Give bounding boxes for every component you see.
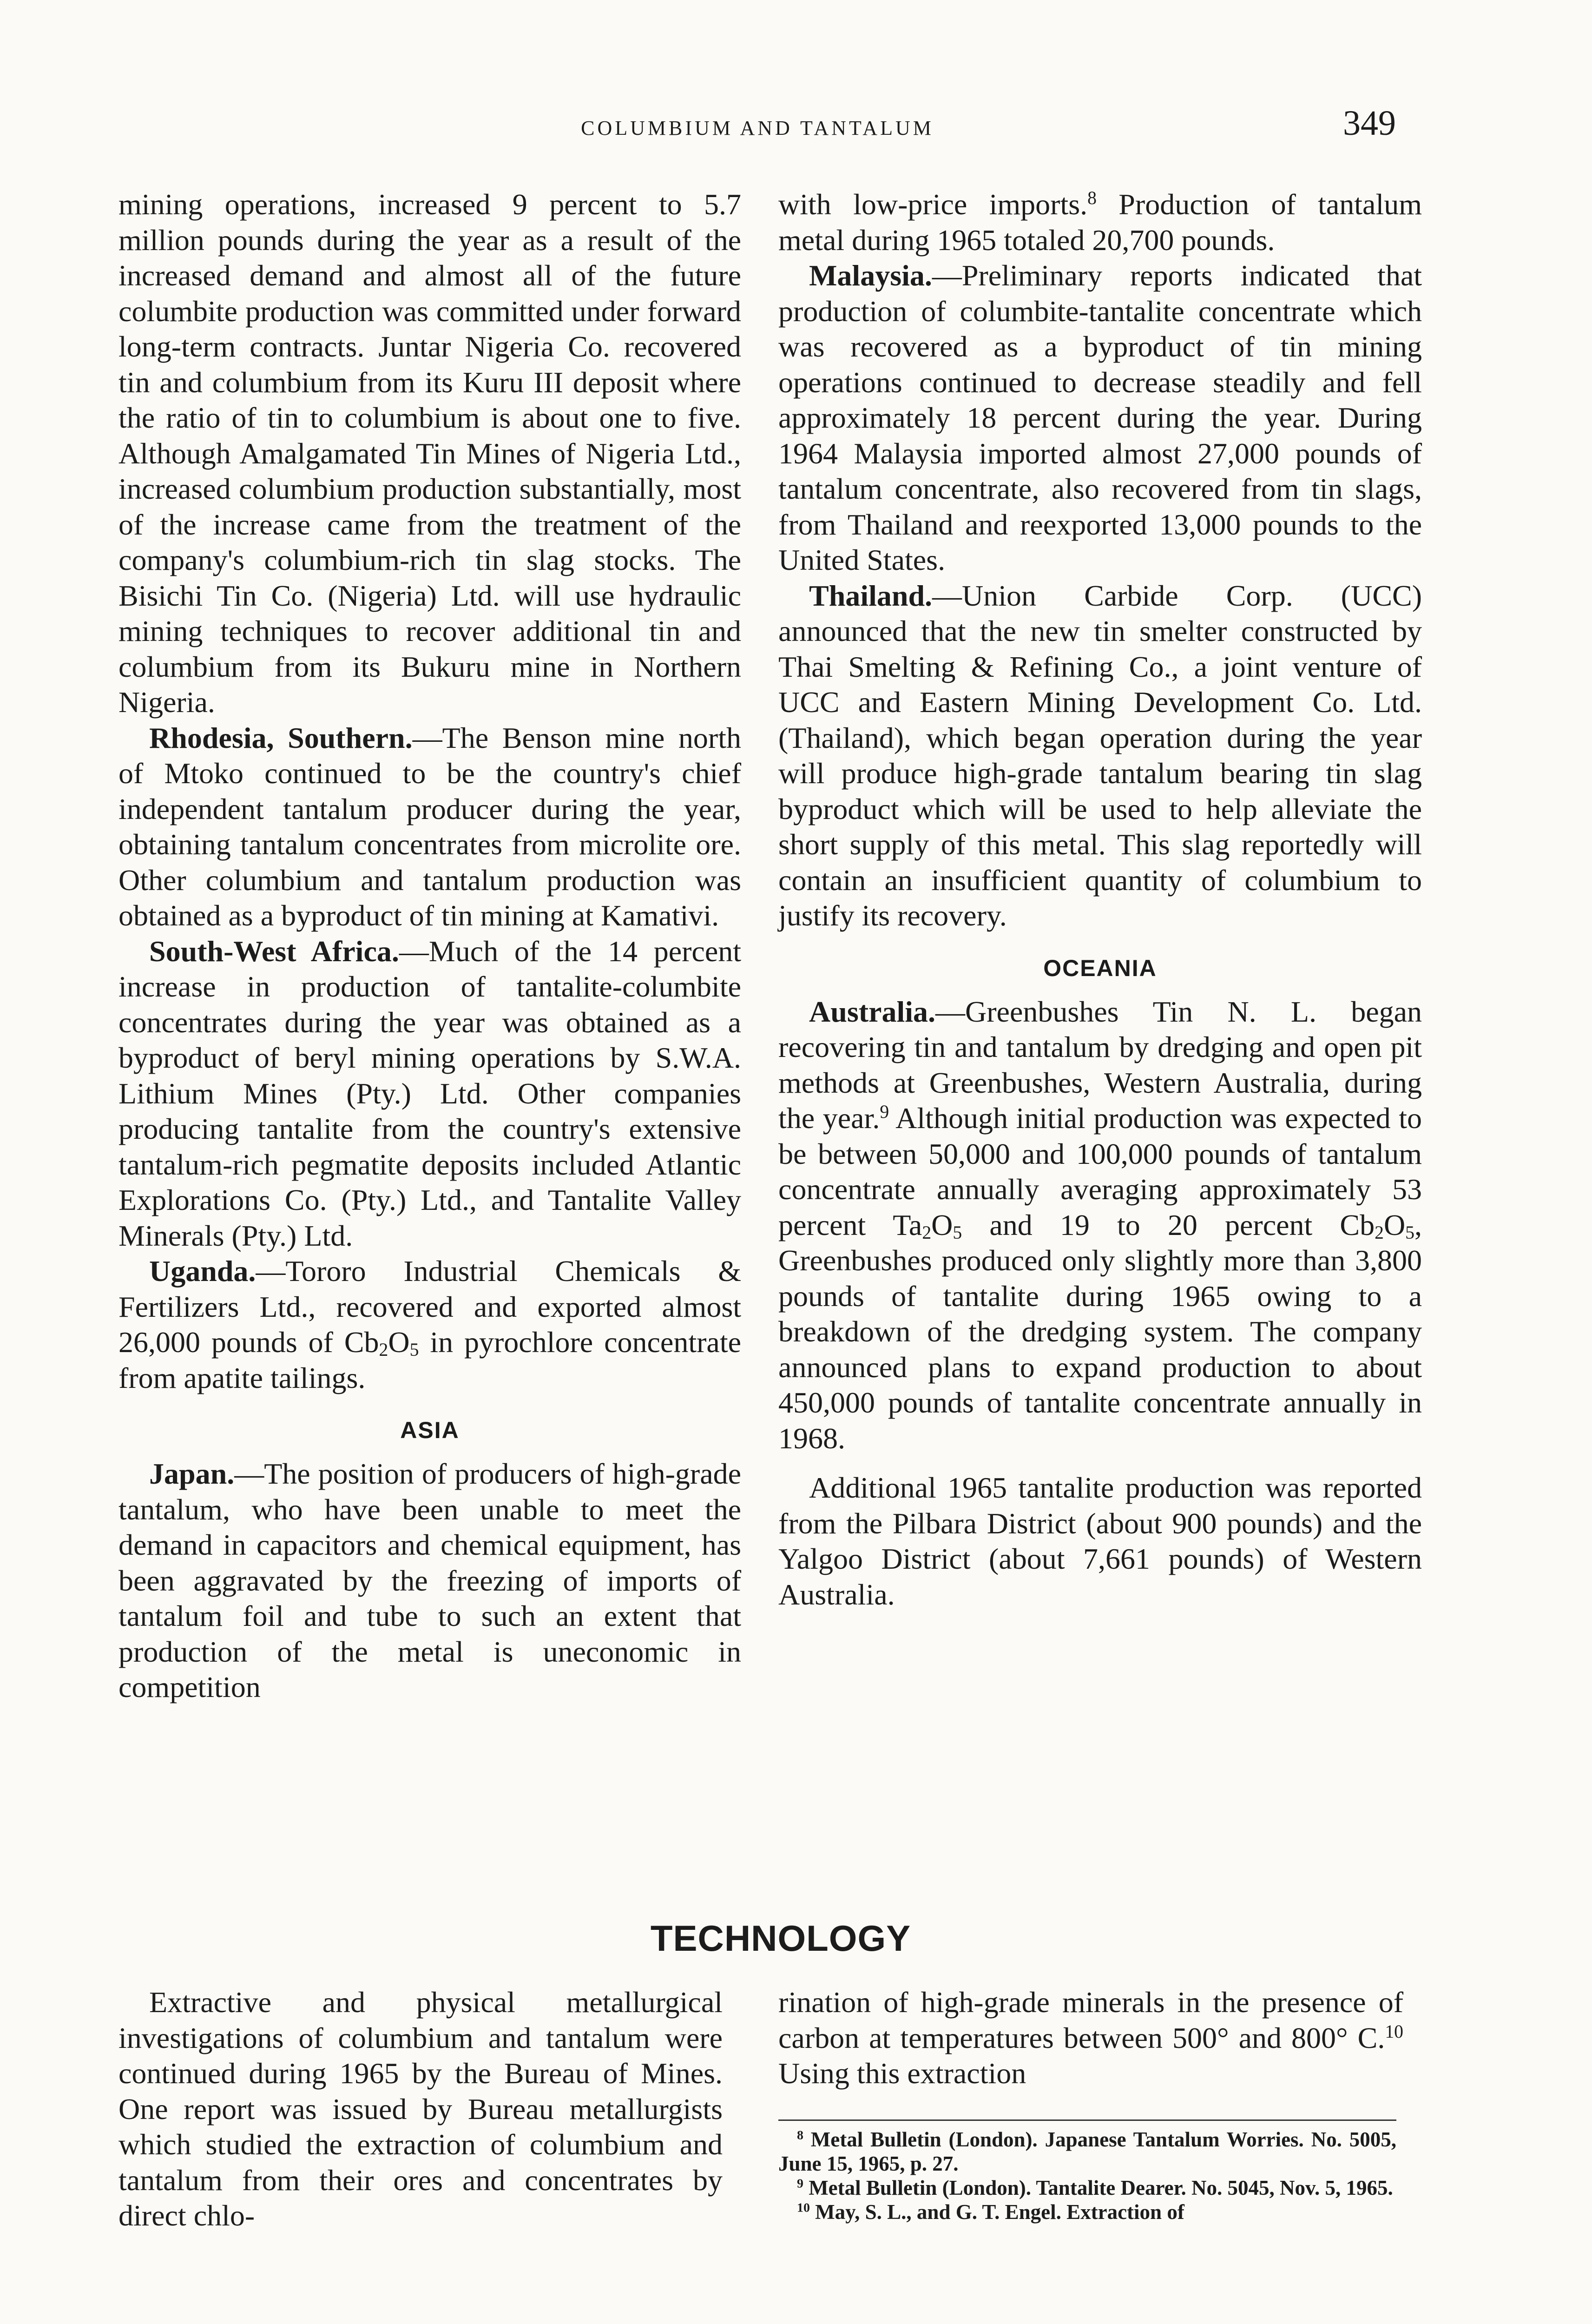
subscript: 2 [1375,1222,1384,1243]
malaysia-text: —Preliminary reports indicated that production of columbite-tantalite concentrate which was recovered as a byproduct of tin mining operations continued to decrease steadily and fell approximately 18 percent during the year. During 1964 Malaysia imported almost 27,000 pounds of tantalum concentrate, also recovered from tin slags, from Thailand and reexported 13,000 pounds to the United States. [778,259,1422,576]
technology-text: rination of high-grade minerals in the presence of carbon at temperatures between 500° and 800° C. [778,1986,1403,2054]
footnote-ref: 10 [1385,2021,1403,2042]
japan-continued-text: Production of tantalum metal during 1965 totaled 20,700 pounds. [778,188,1422,257]
rhodesia-run-in-title: Rhodesia, Southern. [149,721,413,754]
subscript: 5 [409,1339,419,1360]
australia-text: Although initial production was expected to be between 50,000 and 100,000 pounds of tantalum concentrate annually averaging approximately 53 percent Ta [778,1102,1422,1241]
footnote-ref: 9 [880,1102,889,1122]
section-heading-asia: ASIA [400,1417,460,1443]
technology-text: Using this extraction [778,2057,1026,2090]
uganda-text: O [388,1326,410,1359]
technology-left-column [118,1985,723,2234]
footnote-9 [778,2176,1396,2200]
section-heading-technology: TECHNOLOGY [650,1918,911,1959]
australia-text: , Greenbushes produced only slightly more than 3,800 pounds of tantalite during 1965 owing to a breakdown of the dredging system. The company announced plans to expand production to about 450,000 pounds of tantalite concentrate annually in 1968. [778,1208,1422,1455]
japan-continued-text: with low-price imports. [778,188,1088,221]
footnote-10 [778,2200,1396,2224]
japan-run-in-title: Japan. [149,1457,235,1490]
footnote-number: 9 [797,2176,803,2191]
australia-run-in-title: Australia. [809,995,935,1028]
paragraph-japan-continued [778,187,1422,258]
australia-text: O [931,1208,953,1241]
thailand-text: —Union Carbide Corp. (UCC) announced that the new tin smelter constructed by Thai Smelting & Refining Co., a joint venture of UCC and Eastern Mining Development Co. Ltd. (Thailand), which began operation during the year will produce high-grade tantalum bearing tin slag byproduct which will be used to help alleviate the short supply of this metal. This slag reportedly will contain an insufficient quantity of columbium to justify its recovery. [778,579,1422,932]
footnote-text: May, S. L., and G. T. Engel. Extraction of [809,2200,1184,2224]
footnote-8 [778,2127,1396,2176]
paragraph-south-west-africa [118,934,741,1254]
footnote-text: Metal Bulletin (London). Tantalite Dearer. No. 5045, Nov. 5, 1965. [803,2176,1393,2199]
footnote-text: Metal Bulletin (London). Japanese Tantalum Worries. No. 5005, June 15, 1965, p. 27. [778,2128,1396,2175]
footnote-number: 8 [797,2128,803,2143]
paragraph-australia [778,994,1422,1457]
japan-text: —The position of producers of high-grade tantalum, who have been unable to meet the demand in capacitors and chemical equipment, has been aggravated by the freezing of imports of tantalum foil and tube to such an extent that production of the metal is uneconomic in competition [118,1457,741,1703]
paragraph-malaysia [778,258,1422,578]
left-column [118,187,741,1705]
section-heading-oceania: OCEANIA [1043,955,1157,981]
paragraph-thailand [778,578,1422,934]
subscript: 5 [953,1222,962,1243]
uganda-run-in-title: Uganda. [149,1254,256,1287]
rhodesia-text: —The Benson mine north of Mtoko continued to be the country's chief independent tantalum producer during the year, obtaining tantalum concentrates from microlite ore. Other columbium and tantalum production was obtained as a byproduct of tin mining at Kamativi. [118,721,741,932]
malaysia-run-in-title: Malaysia. [809,259,932,292]
uganda-text: in pyrochlore concentrate from apatite tailings. [118,1326,741,1394]
paragraph-japan [118,1456,741,1705]
paragraph-rhodesia [118,720,741,934]
swa-text: —Much of the 14 percent increase in production of tantalite-columbite concentrates during the year was obtained as a byproduct of beryl mining operations by S.W.A. Lithium Mines (Pty.) Ltd. Other companies producing tantalite from the country's extensive tantalum-rich pegmatite deposits included Atlantic Explorations Co. (Pty.) Ltd., and Tantalite Valley Minerals (Pty.) Ltd. [118,934,742,1252]
australia-text: and 19 to 20 percent Cb [962,1208,1375,1241]
paragraph-uganda [118,1254,741,1396]
footnotes [778,2119,1396,2224]
technology-right-column [778,1985,1403,2092]
paragraph-nigeria-continued: mining operations, increased 9 percent to 5.7 million pounds during the year as a result of the increased demand and almost all of the future columbite production was committed under forward long-term contracts. Juntar Nigeria Co. recovered tin and columbium from its Kuru III deposit where the ratio of tin to columbium is about one to five. Although Amalgamated Tin Mines of Nigeria Ltd., increased columbium production substantially, most of the increase came from the treatment of the company's columbium-rich tin slag stocks. The Bisichi Tin Co. (Nigeria) Ltd. will use hydraulic mining techniques to recover additional tin and columbium from its Bukuru mine in Northern Nigeria. [118,188,741,719]
footnote-ref: 8 [1087,188,1097,209]
australia-text: O [1383,1208,1406,1241]
uganda-text: —Tororo Industrial Chemicals & Fertilizers Ltd., recovered and exported almost 26,000 pounds of Cb [118,1254,741,1359]
subscript: 5 [1405,1222,1415,1243]
running-head: COLUMBIUM AND TANTALUM [581,117,934,139]
paragraph-technology: Extractive and physical metallurgical investigations of columbium and tantalum were continued during 1965 by the Bureau of Mines. One report was issued by Bureau metallurgists which studied the extraction of columbium and tantalum from their ores and concentrates by direct chlo- [118,1986,723,2232]
australia-text: —Greenbushes Tin N. L. began recovering tin and tantalum by dredging and open pit methods at Greenbushes, Western Australia, during the year. [778,995,1422,1135]
paragraph-additional-production: Additional 1965 tantalite production was reported from the Pilbara District (about 900 pounds) and the Yalgoo District (about 7,661 pounds) of Western Australia. [778,1471,1422,1611]
page-number: 349 [1343,104,1396,143]
footnote-number: 10 [797,2200,810,2215]
thailand-run-in-title: Thailand. [809,579,933,612]
swa-run-in-title: South-West Africa. [149,934,399,968]
subscript: 2 [379,1339,388,1360]
right-column [778,187,1422,1612]
subscript: 2 [922,1222,932,1243]
paragraph-technology-continued [778,1985,1403,2092]
